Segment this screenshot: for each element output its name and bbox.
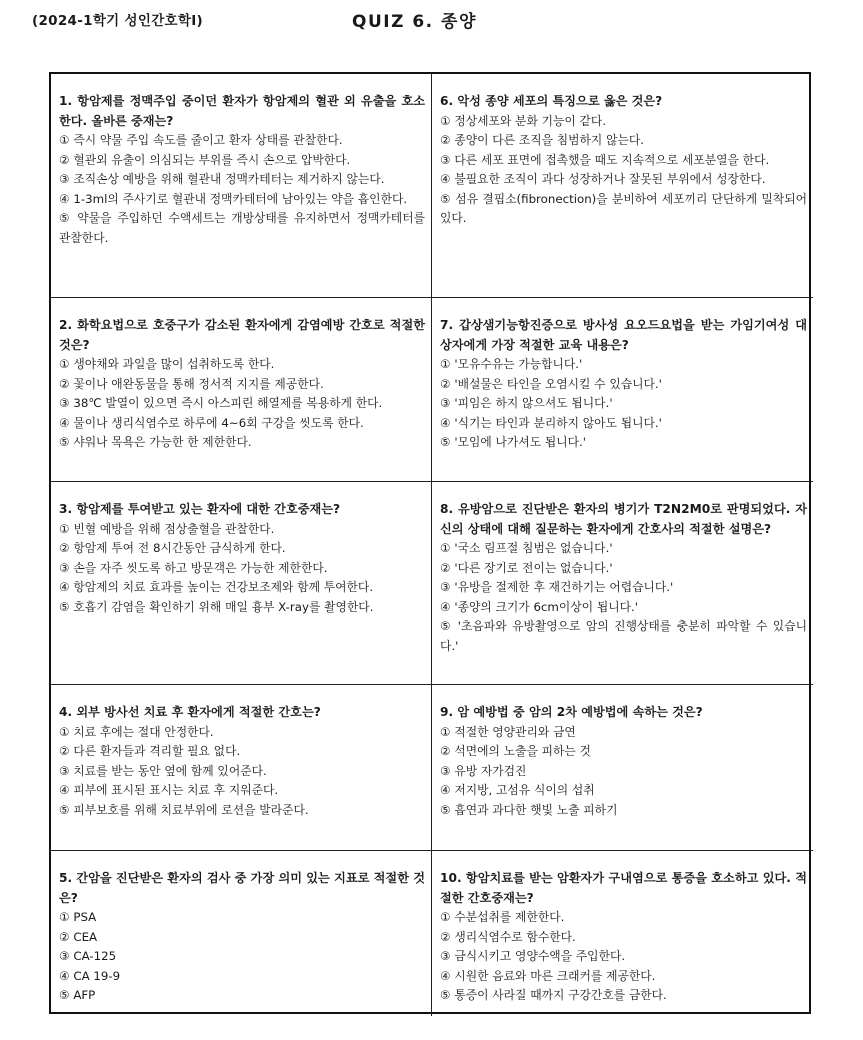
- option: ③ 손을 자주 씻도록 하고 방문객은 가능한 제한한다.: [59, 560, 328, 575]
- question-text: 5. 간암을 진단받은 환자의 검사 중 가장 의미 있는 지표로 적절한 것은?: [59, 871, 425, 905]
- option: ⑤ 피부보호를 위해 치료부위에 로션을 발라준다.: [59, 802, 309, 817]
- option: ④ 항암제의 치료 효과를 높이는 건강보조제와 함께 투여한다.: [59, 580, 374, 594]
- option: ① 적절한 영양관리와 금연: [440, 724, 576, 739]
- option: ① 생야채와 과일을 많이 섭취하도록 한다.: [59, 357, 275, 371]
- option: ⑤ 섬유 결핍소(fibronection)을 분비하여 세포끼리 단단하게 밀착되어 있다.: [440, 191, 807, 225]
- question-7: [432, 298, 813, 482]
- question-3: [51, 482, 432, 685]
- question-text: 9. 암 예방법 중 암의 2차 예방법에 속하는 것은?: [440, 705, 703, 719]
- option: ② CEA: [59, 929, 98, 944]
- option: ③ '유방을 절제한 후 재건하기는 어렵습니다.': [440, 580, 674, 594]
- question-text: 1. 항암제를 정맥주입 중이던 환자가 항암제의 혈관 외 유출을 호소한다. 올바른 중재는?: [59, 94, 425, 128]
- option: ④ 불필요한 조직이 과다 성장하거나 잘못된 부위에서 성장한다.: [440, 172, 766, 186]
- quiz-table: [49, 72, 811, 1014]
- question-6: [432, 74, 813, 298]
- option: ② 꽃이나 애완동물을 통해 정서적 지지를 제공한다.: [59, 376, 324, 391]
- option: ① 치료 후에는 절대 안정한다.: [59, 724, 214, 739]
- option: ① 빈혈 예방을 위해 점상출혈을 관찰한다.: [59, 521, 275, 536]
- option: ⑤ 흡연과 과다한 햇빛 노출 피하기: [440, 802, 618, 817]
- option: ③ CA-125: [59, 949, 117, 963]
- question-10: [432, 851, 813, 1016]
- option: ③ 38℃ 발열이 있으면 즉시 아스피린 해열제를 복용하게 한다.: [59, 396, 383, 410]
- option: ② 석면에의 노출을 피하는 것: [440, 744, 591, 758]
- option: ⑤ 호흡기 감염을 확인하기 위해 매일 흉부 X-ray를 촬영한다.: [59, 599, 374, 614]
- option: ④ CA 19-9: [59, 968, 121, 983]
- option: ② 다른 환자들과 격리할 필요 없다.: [59, 744, 241, 758]
- option: ② 생리식염수로 함수한다.: [440, 929, 576, 944]
- option: ① '국소 림프절 침범은 없습니다.': [440, 541, 613, 555]
- question-2: [51, 298, 432, 482]
- option: ③ '피임은 하지 않으셔도 됩니다.': [440, 396, 613, 410]
- option: ④ 저지방, 고섬유 식이의 섭취: [440, 783, 595, 797]
- option: ② '다른 장기로 전이는 없습니다.': [440, 560, 613, 575]
- course-label: (2024-1학기 성인간호학Ⅰ): [32, 13, 204, 29]
- page-title: QUIZ 6. 종양: [352, 12, 477, 32]
- option: ① 즉시 약물 주입 속도를 줄이고 환자 상태를 관찰한다.: [59, 133, 343, 147]
- option: ② 혈관외 유출이 의심되는 부위를 즉시 손으로 압박한다.: [59, 152, 351, 167]
- option: ② 종양이 다른 조직을 침범하지 않는다.: [440, 133, 645, 147]
- question-text: 6. 악성 종양 세포의 특징으로 옳은 것은?: [440, 94, 663, 108]
- option: ③ 조직손상 예방을 위해 혈관내 정맥카테터는 제거하지 않는다.: [59, 172, 385, 186]
- option: ④ 물이나 생리식염수로 하루에 4~6회 구강을 씻도록 한다.: [59, 415, 364, 430]
- option: ③ 유방 자가검진: [440, 763, 527, 778]
- question-1: [51, 74, 432, 298]
- option: ⑤ 통증이 사라질 때까지 구강간호를 금한다.: [440, 988, 667, 1002]
- question-text: 7. 갑상샘기능항진증으로 방사성 요오드요법을 받는 가임기여성 대상자에게 가장 적절한 교육 내용은?: [440, 318, 807, 352]
- option: ① 정상세포와 분화 기능이 같다.: [440, 113, 607, 128]
- question-text: 4. 외부 방사선 치료 후 환자에게 적절한 간호는?: [59, 705, 321, 719]
- question-4: [51, 685, 432, 851]
- option: ④ 1-3ml의 주사기로 혈관내 정맥카테터에 남아있는 약을 흡인한다.: [59, 191, 408, 206]
- option: ⑤ 샤워나 목욕은 가능한 한 제한한다.: [59, 435, 252, 449]
- option: ④ '식기는 타인과 분리하지 않아도 됩니다.': [440, 415, 662, 430]
- option: ⑤ '모임에 나가셔도 됩니다.': [440, 435, 587, 449]
- question-text: 10. 항암치료를 받는 암환자가 구내염으로 통증을 호소하고 있다. 적절한 간호중재는?: [440, 871, 807, 905]
- question-8: [432, 482, 813, 685]
- question-9: [432, 685, 813, 851]
- option: ① 수분섭취를 제한한다.: [440, 910, 565, 924]
- option: ③ 금식시키고 영양수액을 주입한다.: [440, 949, 626, 963]
- option: ⑤ AFP: [59, 988, 96, 1002]
- option: ③ 다른 세포 표면에 접촉했을 때도 지속적으로 세포분열을 한다.: [440, 152, 770, 167]
- option: ① PSA: [59, 910, 97, 924]
- option: ③ 치료를 받는 동안 옆에 함께 있어준다.: [59, 763, 267, 778]
- question-text: 8. 유방암으로 진단받은 환자의 병기가 T2N2M0로 판명되었다. 자신의 상태에 대해 질문하는 환자에게 간호사의 적절한 설명은?: [440, 502, 807, 536]
- option: ④ 피부에 표시된 표시는 치료 후 지워준다.: [59, 783, 279, 797]
- option: ⑤ '초음파와 유방촬영으로 암의 진행상태를 충분히 파악할 수 있습니다.': [440, 619, 807, 653]
- option: ④ '종양의 크기가 6cm이상이 됩니다.': [440, 599, 639, 614]
- option: ⑤ 약물을 주입하던 수액세트는 개방상태를 유지하면서 정맥카테터를 관찰한다.: [59, 211, 425, 245]
- question-text: 3. 항암제를 투여받고 있는 환자에 대한 간호중재는?: [59, 502, 341, 516]
- question-5: [51, 851, 432, 1016]
- option: ④ 시원한 음료와 마른 크래커를 제공한다.: [440, 968, 656, 983]
- option: ② '배설물은 타인을 오염시킬 수 있습니다.': [440, 376, 662, 391]
- question-text: 2. 화학요법으로 호중구가 감소된 환자에게 감염예방 간호로 적절한 것은?: [59, 318, 425, 352]
- option: ① '모유수유는 가능합니다.': [440, 357, 583, 371]
- option: ② 항암제 투여 전 8시간동안 금식하게 한다.: [59, 541, 286, 555]
